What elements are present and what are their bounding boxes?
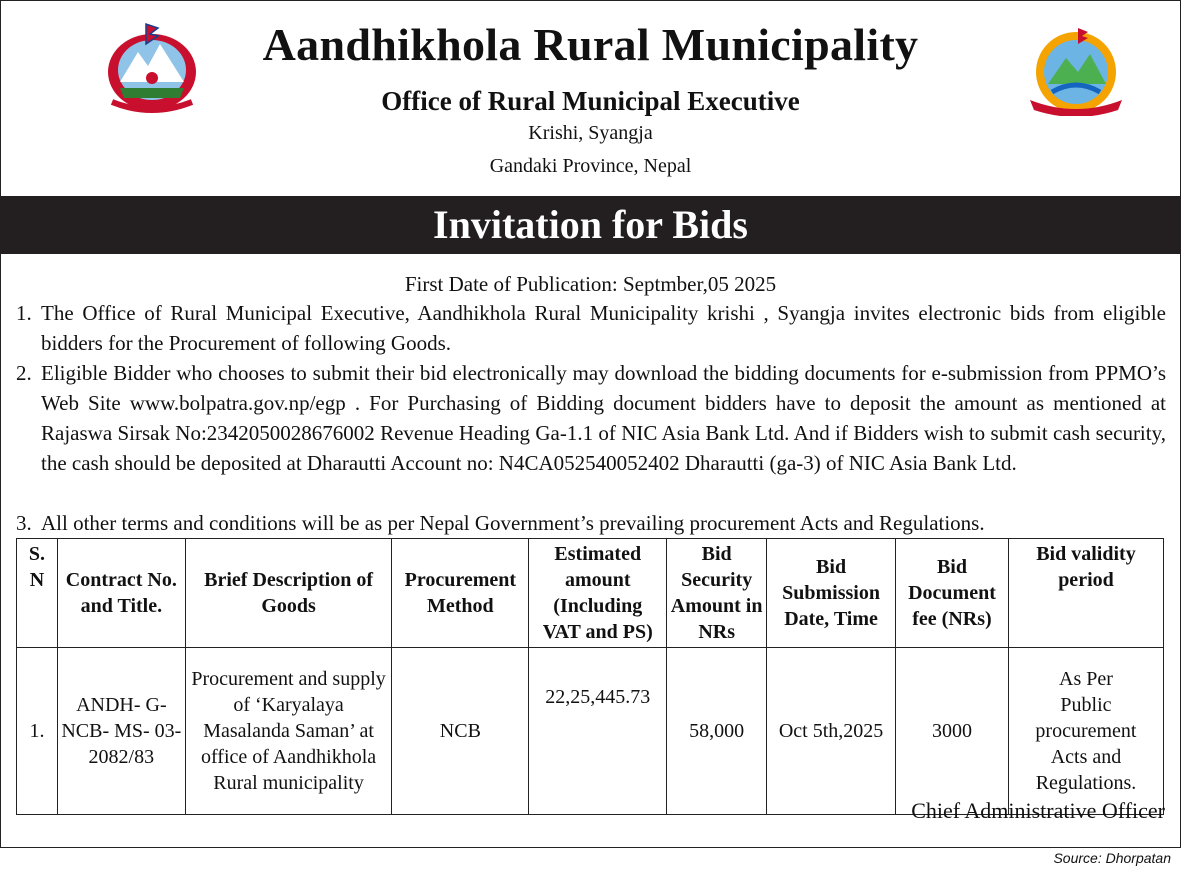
address-line-2: Gandaki Province, Nepal: [489, 155, 692, 177]
publication-date: First Date of Publication: Septmber,05 2025: [404, 272, 777, 296]
header-fee: Bid Document fee (NRs): [896, 539, 1009, 648]
header-contract: Contract No. and Title.: [57, 539, 185, 648]
cell-validity: As Per Public procurement Acts and Regulations.: [1008, 648, 1163, 815]
source-credit: Source: Dhorpatan: [1053, 850, 1171, 866]
paragraph-2: [16, 358, 1166, 478]
address-line-1: Krishi, Syangja: [528, 122, 653, 144]
cell-description: Procurement and supply of ‘Karyalaya Masalanda Saman’ at office of Aandhikhola Rural municipality: [185, 648, 392, 815]
cell-amount: 22,25,445.73: [529, 648, 667, 815]
header-security: Bid Security Amount in NRs: [667, 539, 767, 648]
paragraph-number: 1.: [16, 301, 32, 325]
cell-fee: 3000: [896, 648, 1009, 815]
notice-banner: Invitation for Bids: [0, 196, 1181, 254]
cell-method: NCB: [392, 648, 529, 815]
municipality-title: Aandhikhola Rural Municipality: [262, 19, 919, 70]
header-sn: S. N: [17, 539, 58, 648]
cell-security: 58,000: [667, 648, 767, 815]
cell-sn: 1.: [17, 648, 58, 815]
paragraph-text: The Office of Rural Municipal Executive, Aandhikhola Rural Municipality krishi , Syangja invites electronic bids from eligible bidders for the Procurement of following Goods.: [41, 301, 1166, 355]
paragraph-1: [16, 298, 1166, 358]
cell-submission: Oct 5th,2025: [767, 648, 896, 815]
office-name: Office of Rural Municipal Executive: [381, 86, 800, 116]
header-amount: Estimated amount (Including VAT and PS): [529, 539, 667, 648]
paragraph-number: 2.: [16, 361, 32, 385]
signature-title: Chief Administrative Officer: [911, 798, 1165, 823]
header-method: Procurement Method: [392, 539, 529, 648]
paragraph-text: All other terms and conditions will be as per Nepal Government’s prevailing procurement Acts and Regulations.: [41, 511, 985, 535]
bids-table: [16, 538, 1164, 815]
paragraph-3: [16, 508, 1166, 538]
header-submission: Bid Submission Date, Time: [767, 539, 896, 648]
header-validity: Bid validity period: [1008, 539, 1163, 648]
table-row: [17, 648, 1164, 815]
cell-contract: ANDH- G- NCB- MS- 03-2082/83: [57, 648, 185, 815]
paragraph-number: 3.: [16, 511, 32, 535]
paragraph-text: Eligible Bidder who chooses to submit their bid electronically may download the bidding documents for e-submission from PPMO’s Web Site www.bolpatra.gov.np/egp . For Purchasing of Bidding document bidders have to deposit the amount as mentioned at Rajaswa Sirsak No:2342050028676002 Revenue Heading Ga-1.1 of NIC Asia Bank Ltd. And if Bidders wish to submit cash security, the cash should be deposited at Dharautti Account no: N4CA052540052402 Dharautti (ga-3) of NIC Asia Bank Ltd.: [41, 361, 1166, 475]
table-header-row: [17, 539, 1164, 648]
header-description: Brief Description of Goods: [185, 539, 392, 648]
